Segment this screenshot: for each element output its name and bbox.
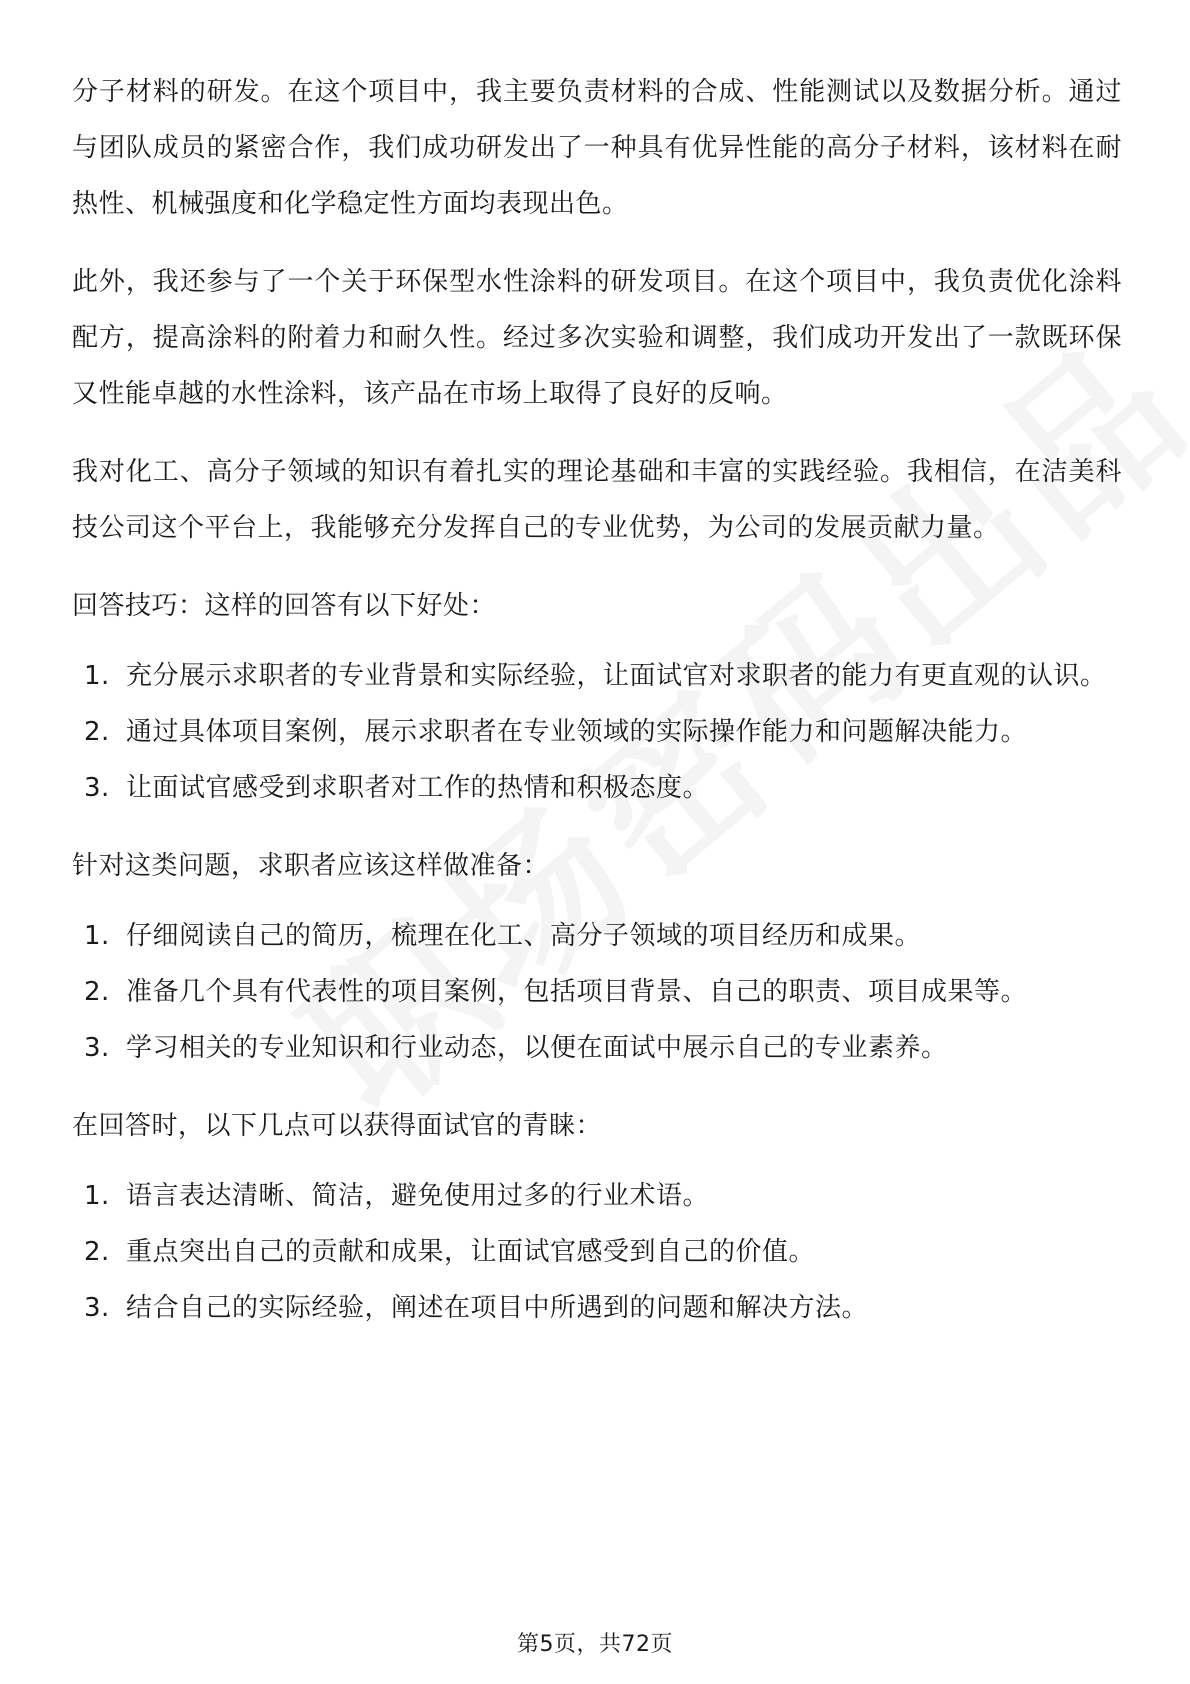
list-text: 通过具体项目案例，展示求职者在专业领域的实际操作能力和问题解决能力。: [126, 717, 1028, 747]
list-number: 3.: [84, 1033, 110, 1063]
list-number: 2.: [84, 717, 110, 747]
page-content: [72, 64, 1122, 1358]
section-heading-tips: 回答技巧：这样的回答有以下好处：: [72, 591, 497, 621]
list-favor-points: [72, 1168, 1122, 1336]
list-item: [72, 908, 1122, 964]
list-item: [72, 964, 1122, 1020]
list-item: [72, 1168, 1122, 1224]
list-item: [72, 1020, 1122, 1076]
list-item: [72, 760, 1122, 816]
list-text: 准备几个具有代表性的项目案例，包括项目背景、自己的职责、项目成果等。: [126, 977, 1028, 1007]
list-preparation: [72, 908, 1122, 1076]
list-item: [72, 1280, 1122, 1336]
paragraph-self-summary: 我对化工、高分子领域的知识有着扎实的理论基础和丰富的实践经验。我相信，在洁美科技公司这个平台上，我能够充分发挥自己的专业优势，为公司的发展贡献力量。: [72, 457, 1122, 543]
list-text: 让面试官感受到求职者对工作的热情和积极态度。: [126, 773, 710, 803]
list-number: 1.: [84, 661, 110, 691]
list-number: 1.: [84, 921, 110, 951]
list-text: 学习相关的专业知识和行业动态，以便在面试中展示自己的专业素养。: [126, 1033, 948, 1063]
list-number: 1.: [84, 1181, 110, 1211]
list-tips: [72, 648, 1122, 816]
list-item: [72, 1224, 1122, 1280]
section-heading-favor-points: 在回答时，以下几点可以获得面试官的青睐：: [72, 1111, 603, 1141]
list-number: 3.: [84, 1293, 110, 1323]
list-text: 充分展示求职者的专业背景和实际经验，让面试官对求职者的能力有更直观的认识。: [126, 661, 1107, 691]
list-item: [72, 648, 1122, 704]
section-heading-preparation: 针对这类问题，求职者应该这样做准备：: [72, 851, 550, 881]
paragraph-project-polymer: 分子材料的研发。在这个项目中，我主要负责材料的合成、性能测试以及数据分析。通过与团队成员的紧密合作，我们成功研发出了一种具有优异性能的高分子材料，该材料在耐热性、机械强度和化学稳定性方面均表现出色。: [72, 77, 1122, 219]
list-text: 语言表达清晰、简洁，避免使用过多的行业术语。: [126, 1181, 710, 1211]
list-number: 2.: [84, 1237, 110, 1267]
list-text: 结合自己的实际经验，阐述在项目中所遇到的问题和解决方法。: [126, 1293, 869, 1323]
paragraph-project-coating: 此外，我还参与了一个关于环保型水性涂料的研发项目。在这个项目中，我负责优化涂料配方，提高涂料的附着力和耐久性。经过多次实验和调整，我们成功开发出了一款既环保又性能卓越的水性涂料，该产品在市场上取得了良好的反响。: [72, 267, 1122, 409]
list-text: 仔细阅读自己的简历，梳理在化工、高分子领域的项目经历和成果。: [126, 921, 922, 951]
list-text: 重点突出自己的贡献和成果，让面试官感受到自己的价值。: [126, 1237, 816, 1267]
list-number: 2.: [84, 977, 110, 1007]
page-number: 第5页，共72页: [517, 1632, 673, 1657]
list-number: 3.: [84, 773, 110, 803]
list-item: [72, 704, 1122, 760]
